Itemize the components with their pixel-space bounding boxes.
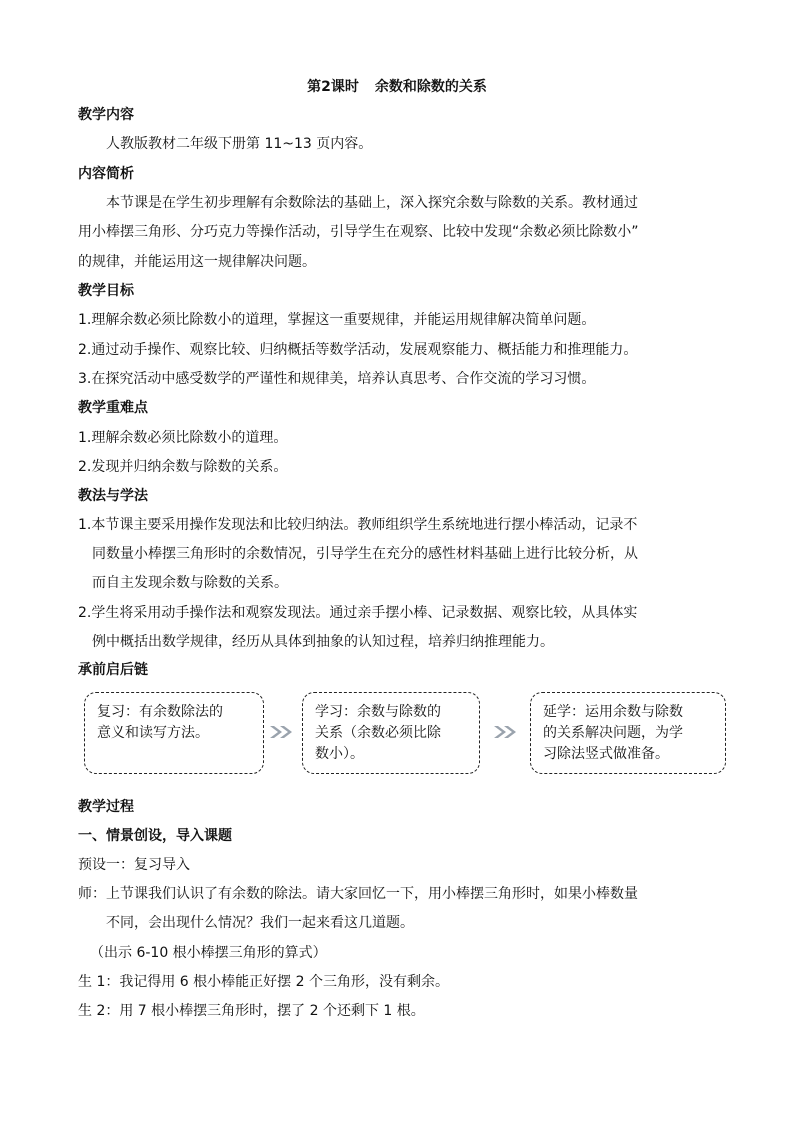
method-line: 而自主发现余数与除数的关系。 (92, 575, 288, 591)
process-preset: 预设一：复习导入 (78, 857, 190, 873)
heading-chain: 承前启后链 (78, 662, 148, 678)
chain-box-line: 数小）。 (315, 746, 364, 762)
student-line: 生 2：用 7 根小棒摆三角形时，摆了 2 个还剩下 1 根。 (78, 1003, 425, 1019)
chain-box-learn (302, 692, 480, 774)
student-line: 生 1：我记得用 6 根小棒能正好摆 2 个三角形，没有剩余。 (78, 974, 449, 990)
keypoint-item: 2.发现并归纳余数与除数的关系。 (78, 459, 288, 475)
goal-item: 1.理解余数必须比除数小的道理，掌握这一重要规律，并能运用规律解决简单问题。 (78, 312, 596, 328)
method-line: 2.学生将采用动手操作法和观察发现法。通过亲手摆小棒、记录数据、观察比较，从具体实 (78, 605, 638, 621)
summary-line: 用小棒摆三角形、分巧克力等操作活动，引导学生在观察、比较中发现“余数必须比除数小” (78, 224, 639, 240)
summary-line: 本节课是在学生初步理解有余数除法的基础上，深入探究余数与除数的关系。教材通过 (106, 195, 638, 211)
heading-summary: 内容简析 (78, 166, 134, 182)
heading-process: 教学过程 (78, 799, 134, 815)
method-line: 例中概括出数学规律，经历从具体到抽象的认知过程，培养归纳推理能力。 (92, 634, 554, 650)
page-title (0, 76, 794, 96)
chain-box-line: 的关系解决问题，为学 (543, 725, 683, 741)
teacher-line: 不同，会出现什么情况？我们一起来看这几道题。 (106, 915, 414, 931)
heading-content: 教学内容 (78, 107, 134, 123)
lesson-topic: 余数和除数的关系 (374, 79, 487, 95)
heading-keypoints: 教学重难点 (78, 400, 148, 416)
goal-item: 3.在探究活动中感受数学的严谨性和规律美，培养认真思考、合作交流的学习习惯。 (78, 371, 596, 387)
chain-box-line: 意义和读写方法。 (97, 725, 209, 741)
chain-box-line: 习除法竖式做准备。 (543, 746, 669, 762)
chain-box-line: 复习：有余数除法的 (97, 704, 223, 720)
chain-box-line: 学习：余数与除数的 (315, 704, 441, 720)
chain-box-line: 关系（余数必须比除 (315, 725, 441, 741)
lesson-number: 第2课时 (307, 79, 359, 95)
method-line: 1.本节课主要采用操作发现法和比较归纳法。教师组织学生系统地进行摆小棒活动，记录不 (78, 517, 638, 533)
process-show: （出示 6-10 根小棒摆三角形的算式） (90, 945, 327, 961)
double-chevron-right-icon (492, 724, 522, 740)
heading-methods: 教法与学法 (78, 488, 148, 504)
summary-line: 的规律，并能运用这一规律解决问题。 (78, 254, 316, 270)
method-line: 同数量小棒摆三角形时的余数情况，引导学生在充分的感性材料基础上进行比较分析，从 (92, 546, 638, 562)
chain-box-line: 延学：运用余数与除数 (543, 704, 683, 720)
chain-box-review (84, 692, 264, 774)
chain-box-extend (530, 692, 726, 774)
keypoint-item: 1.理解余数必须比除数小的道理。 (78, 430, 288, 446)
teacher-line: 师：上节课我们认识了有余数的除法。请大家回忆一下，用小棒摆三角形时，如果小棒数量 (78, 886, 638, 902)
goal-item: 2.通过动手操作、观察比较、归纳概括等数学活动，发展观察能力、概括能力和推理能力。 (78, 342, 638, 358)
heading-goals: 教学目标 (78, 283, 134, 299)
content-text: 人教版教材二年级下册第 11~13 页内容。 (106, 136, 373, 152)
double-chevron-right-icon (268, 724, 298, 740)
process-part-title: 一、情景创设，导入课题 (78, 828, 232, 844)
